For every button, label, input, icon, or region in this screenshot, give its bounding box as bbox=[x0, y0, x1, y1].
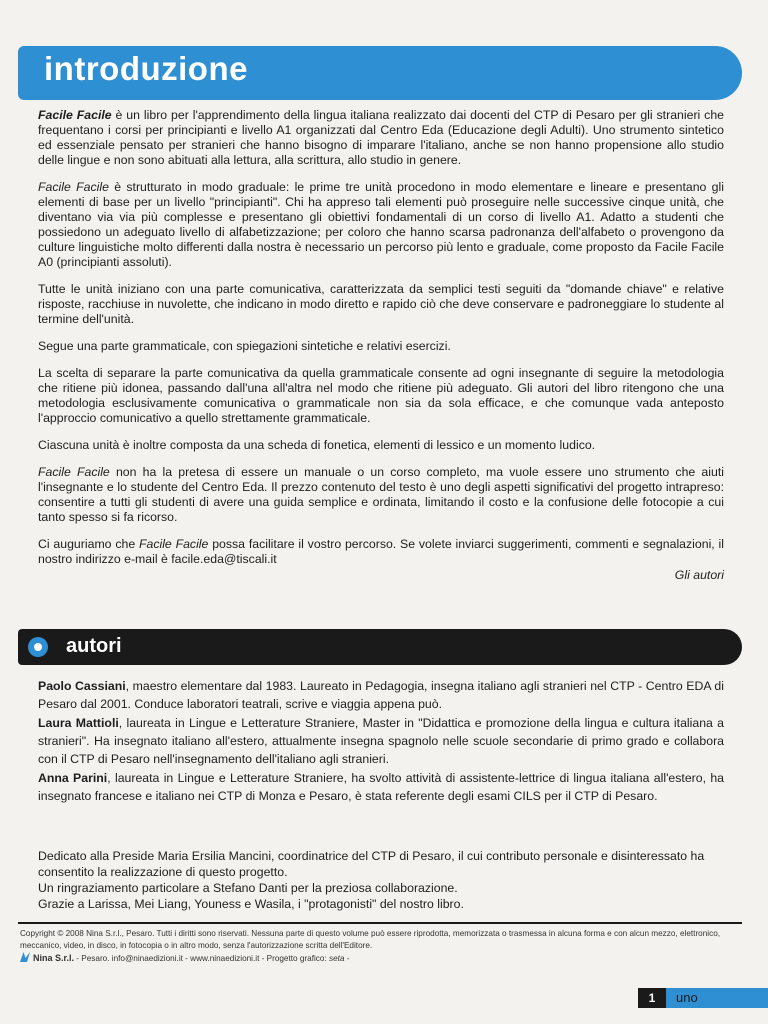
book-title: Facile Facile bbox=[38, 108, 112, 122]
section-title-autori: autori bbox=[66, 635, 122, 657]
intro-paragraph-7: Facile Facile non ha la pretesa di essere un manuale o un corso completo, ma vuole essere uno strumento che aiuti l'insegnante e lo studente del Centro Eda. Il prezzo contenuto del testo è uno degli aspetti significativi del progetto intrapreso: consentire a tutti gli studenti di avere una guida semplice e ordinata, limitando il costo e la confusione delle fotocopie a cui tanto spesso si fa ricorso. bbox=[38, 465, 724, 524]
intro-paragraph-6: Ciascuna unità è inoltre composta da una scheda di fonetica, elementi di lessico e un momento ludico. bbox=[38, 438, 596, 452]
intro-paragraph-5: La scelta di separare la parte comunicativa da quella grammaticale consente ad ogni insegnante di seguire la metodologia che ritiene più idonea, passando dall'una all'altra nel modo che ritiene più adeguato. Gli autori del libro ritengono che una metodologia esclusivamente comunicativa o grammaticale non sia da sola efficace, e che comunque vada anteposto l'approccio comunicativo a quello strettamente grammaticale. bbox=[38, 366, 724, 425]
intro-paragraph-1: Facile Facile è un libro per l'apprendimento della lingua italiana realizzato dai docenti del CTP di Pesaro per gli stranieri che frequentano i corsi per principianti e livello A1 organizzati dal Centro Eda (Educazione degli Adulti). Uno strumento sintetico ed essenziale pensato per stranieri che hanno bisogno di imparare l'italiano, anche se non hanno propensione allo studio delle lingue e non sono abituati alla lettura, alla scrittura, allo studio in genere. bbox=[38, 108, 725, 167]
dedication bbox=[38, 848, 724, 912]
author-entry: Laura Mattioli, laureata in Lingue e Letterature Straniere, Master in "Didattica e promozione della lingua e cultura italiana a stranieri". Ha insegnato italiano all'estero, attualmente insegna spagnolo nelle scuole secondarie di primo grado e collabora con il CTP di Pesaro nell'insegnamento dell'italiano agli stranieri. bbox=[38, 716, 724, 766]
intro-body bbox=[38, 108, 724, 595]
book-title: Facile Facile bbox=[138, 537, 209, 551]
intro-paragraph-8: Ci auguriamo che Facile Facile possa facilitare il vostro percorso. Se volete inviarci suggerimenti, commenti e segnalazioni, il nostro indirizzo e-mail è facile.eda@tiscali.it bbox=[38, 537, 724, 566]
book-title: Facile Facile bbox=[38, 465, 110, 479]
footer-divider bbox=[18, 922, 742, 924]
copyright-notice: Copyright © 2008 Nina S.r.l., Pesaro. Tutti i diritti sono riservati. Nessuna parte di questo volume può essere riprodotta, memorizzata o trasmessa in alcuna forma e con alcun mezzo, elettronico, meccanico, video, in disco, in fotocopia o in altro modo, senza l'autorizzazione scritta dell'Editore. Nina S.r.l. - Pesaro. info@ninaedizioni.it - www.ninaedizioni.it - Progetto grafico: seta - bbox=[20, 928, 744, 965]
intro-banner bbox=[18, 46, 742, 100]
author-name: Paolo Cassiani bbox=[38, 679, 126, 693]
bullet-circle-icon bbox=[28, 637, 48, 657]
author-name: Laura Mattioli bbox=[38, 716, 119, 730]
author-name: Anna Parini bbox=[38, 771, 108, 785]
dedication-line: Grazie a Larissa, Mei Liang, Youness e Wasila, i "protagonisti" del nostro libro. bbox=[38, 897, 464, 911]
intro-paragraph-2: Facile Facile è strutturato in modo graduale: le prime tre unità procedono in modo elementare e lineare e presentano gli elementi di base per un livello "principianti". Chi ha appreso tali elementi può proseguire nelle successive cinque unità, che diventano via via più complesse e presentano gli obiettivi fondamentali di un corso di livello A1. Adatto a studenti che possiedono un adeguato livello di alfabetizzazione; per coloro che hanno scarsa padronanza dell'alfabeto o provengono da culture linguistiche molto differenti dalla nostra è necessario un percorso più lento e graduale, come proposto da Facile Facile A0 (principianti assoluti). bbox=[38, 180, 724, 269]
section-title-introduzione: introduzione bbox=[44, 50, 248, 87]
author-entry: Paolo Cassiani, maestro elementare dal 1983. Laureato in Pedagogia, insegna italiano agli stranieri nel CTP - Centro EDA di Pesaro dal 2001. Conduce laboratori teatrali, scrive e viaggia appena può. bbox=[38, 679, 725, 711]
dedication-line: Un ringraziamento particolare a Stefano Danti per la preziosa collaborazione. bbox=[38, 881, 458, 895]
signature: Gli autori bbox=[674, 568, 724, 582]
intro-paragraph-4: Segue una parte grammaticale, con spiegazioni sintetiche e relativi esercizi. bbox=[38, 339, 451, 353]
author-entry: Anna Parini, laureata in Lingue e Letterature Straniere, ha svolto attività di assistente-lettrice di lingua italiana all'estero, ha insegnato francese e italiano nei CTP di Monza e Pesaro, è stata referente degli esami CILS per il CTP di Pesaro. bbox=[38, 771, 724, 803]
page-number-tab bbox=[638, 988, 768, 1008]
dedication-line: Dedicato alla Preside Maria Ersilia Mancini, coordinatrice del CTP di Pesaro, il cui contributo personale e disinteressato ha consentito la realizzazione di questo progetto. bbox=[38, 849, 705, 879]
page-number-word: uno bbox=[676, 990, 698, 1005]
autori-banner bbox=[18, 629, 742, 665]
intro-paragraph-3: Tutte le unità iniziano con una parte comunicativa, caratterizzata da semplici testi seguiti da "domande chiave" e relative risposte, racchiuse in nuvolette, che indicano in modo diretto e rapido ciò che deve conservare e padroneggiare lo studente al termine dell'unità. bbox=[38, 282, 724, 326]
nina-logo-icon bbox=[20, 952, 30, 962]
book-title: Facile Facile bbox=[38, 180, 109, 194]
authors-list bbox=[38, 677, 724, 806]
publisher-line: Nina S.r.l. - Pesaro. info@ninaedizioni.it - www.ninaedizioni.it - Progetto grafico: seta - bbox=[20, 952, 744, 965]
page-number: 1 bbox=[638, 988, 666, 1008]
